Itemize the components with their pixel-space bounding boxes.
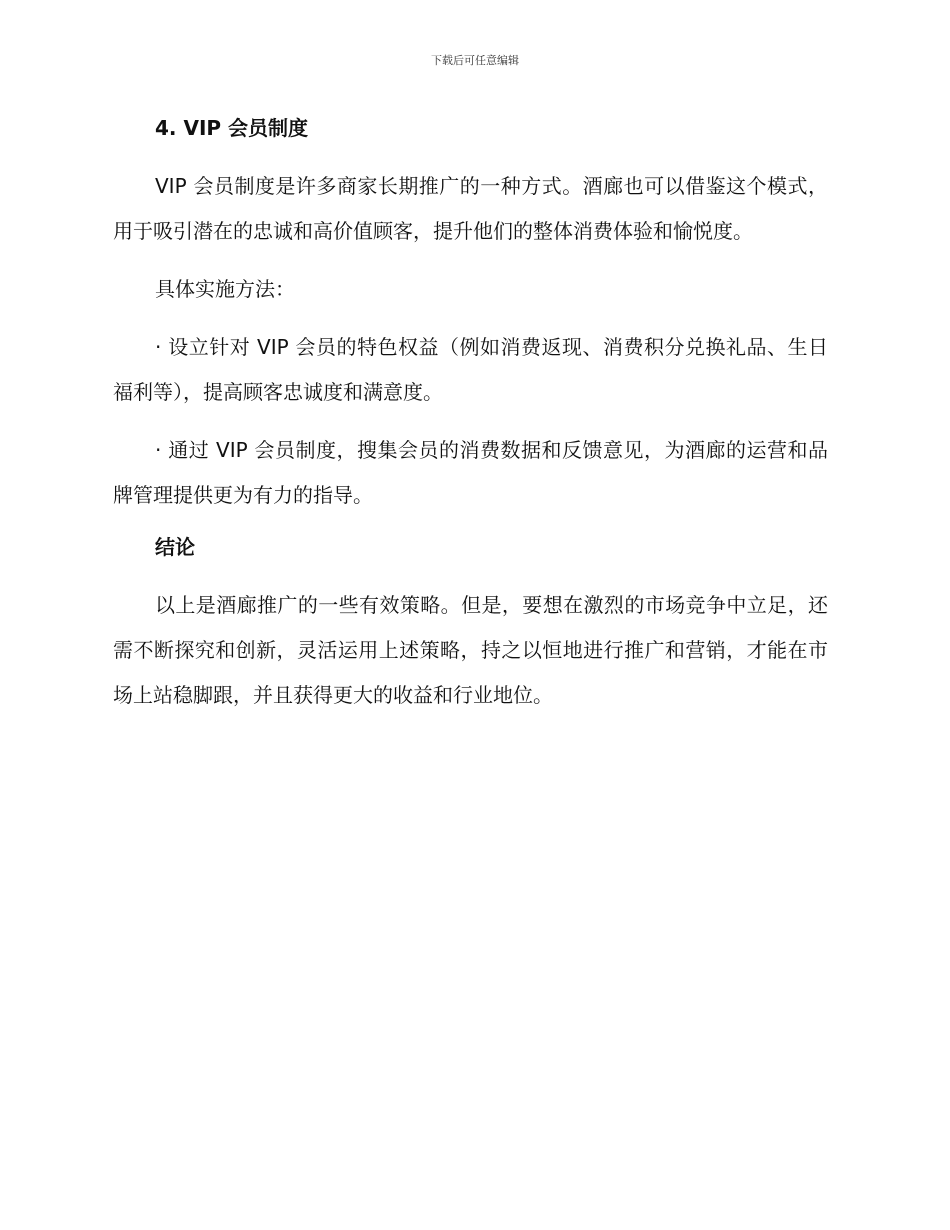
document-body [113,112,828,731]
conclusion-heading: 结论 [155,535,195,559]
conclusion-paragraph: 以上是酒廊推广的一些有效策略。但是，要想在激烈的市场竞争中立足，还需不断探究和创新，灵活运用上述策略，持之以恒地进行推广和营销，才能在市场上站稳脚跟，并且获得更大的收益和行业地位。 [113,593,828,707]
method-label: 具体实施方法： [155,277,295,301]
header-note: 下载后可任意编辑 [431,54,519,67]
section-intro-paragraph: VIP 会员制度是许多商家长期推广的一种方式。酒廊也可以借鉴这个模式，用于吸引潜在的忠诚和高价值顾客，提升他们的整体消费体验和愉悦度。 [113,174,828,243]
bullet-item-data-collection: · 通过 VIP 会员制度，搜集会员的消费数据和反馈意见，为酒廊的运营和品牌管理提供更为有力的指导。 [113,438,828,507]
bullet-item-benefits: · 设立针对 VIP 会员的特色权益（例如消费返现、消费积分兑换礼品、生日福利等），提高顾客忠诚度和满意度。 [113,335,828,404]
section-heading: 4. VIP 会员制度 [155,116,309,140]
